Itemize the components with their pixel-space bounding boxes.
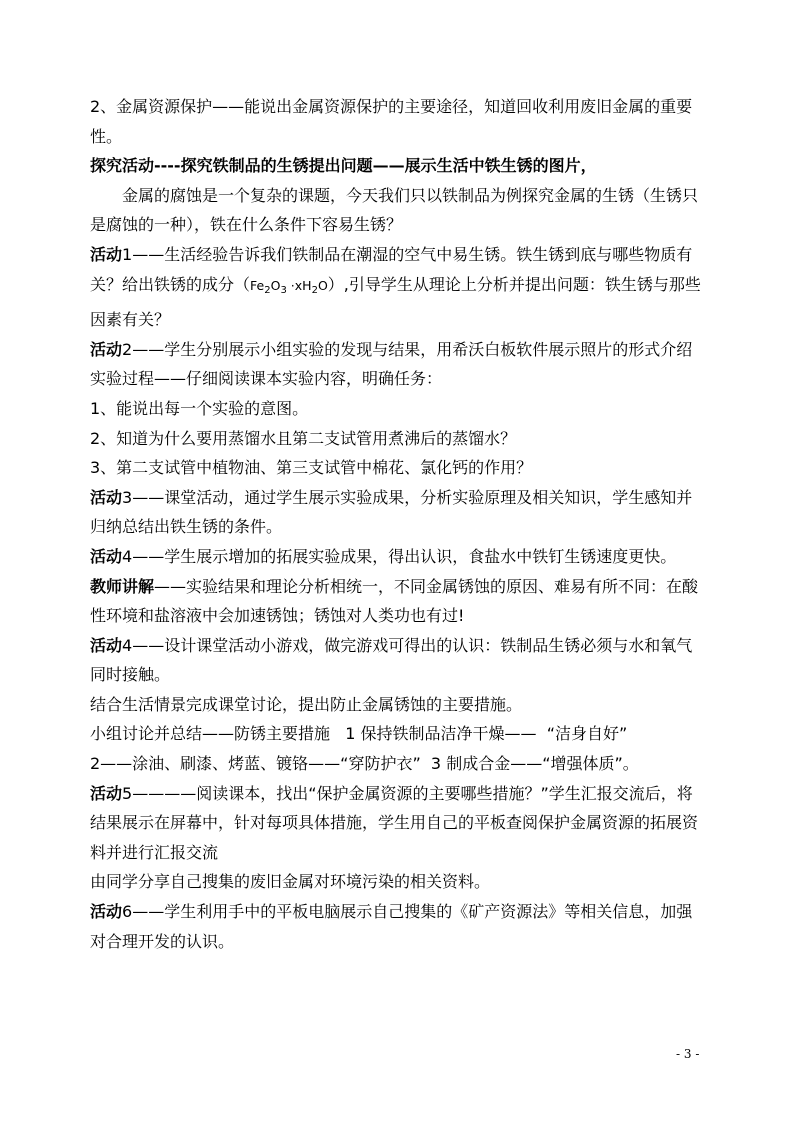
formula-part: ·xH xyxy=(286,277,312,293)
activity-2-text: 2——学生分别展示小组实验的发现与结果，用希沃白板软件展示照片的形式介绍实验过程——仔细阅读课本实验内容，明确任务： xyxy=(90,339,693,389)
label-activity: 活动 xyxy=(90,339,123,359)
formula-part: O xyxy=(270,277,281,293)
paragraph-activity-6 xyxy=(90,897,705,956)
paragraph-discussion: 结合生活情景完成课堂讨论，提出防止金属锈蚀的主要措施。 xyxy=(90,694,523,714)
paragraph-activity-3 xyxy=(90,483,705,542)
teacher-explanation-text: ——实验结果和理论分析相统一，不同金属锈蚀的原因、难易有所不同：在酸性环境和盐溶液中会加速锈蚀；锈蚀对人类功也有过! xyxy=(90,576,699,626)
formula-sub: 2 xyxy=(264,284,271,296)
activity-4b-text: 4——设计课堂活动小游戏，做完游戏可得出的认识：铁制品生锈必须与水和氧气同时接触。 xyxy=(90,635,693,685)
paragraph-activity-4b xyxy=(90,631,705,690)
page-number: - 3 - xyxy=(676,1047,700,1061)
activity-6-text: 6——学生利用手中的平板电脑展示自己搜集的《矿产资源法》等相关信息，加强对合理开发的认识。 xyxy=(90,902,693,951)
paragraph-intro: 金属的腐蚀是一个复杂的课题，今天我们只以铁制品为例探究金属的生锈（生锈只是腐蚀的一种），铁在什么条件下容易生锈？ xyxy=(90,185,699,235)
paragraph-activity-5 xyxy=(90,779,705,868)
paragraph-inquiry-heading xyxy=(90,151,705,181)
label-activity: 活动 xyxy=(90,487,123,507)
paragraph-resource-protection: 2、金属资源保护——能说出金属资源保护的主要途径，知道回收利用废旧金属的重要性。 xyxy=(90,97,693,146)
paragraph-activity-2 xyxy=(90,335,705,394)
activity-1-text-after: ）,引导学生从理论上分析并提出问题：铁生锈与那些因素有关？ xyxy=(90,274,701,330)
activity-4a-text: 4——学生展示增加的拓展实验成果，得出认识，食盐水中铁钉生锈速度更快。 xyxy=(122,546,677,566)
document-body xyxy=(90,92,705,956)
paragraph-group-summary: 小组讨论并总结——防锈主要措施 1 保持铁制品洁净干燥—— “洁身自好” xyxy=(90,724,628,744)
label-activity: 活动 xyxy=(90,902,123,922)
label-teacher-explanation: 教师讲解 xyxy=(90,576,155,596)
label-activity: 活动 xyxy=(90,635,123,655)
label-activity: 活动 xyxy=(90,783,123,803)
paragraph-measures: 2——涂油、刷漆、烤蓝、镀铬——“穿防护衣” 3 制成合金——“增强体质”。 xyxy=(90,754,639,774)
label-activity: 活动 xyxy=(90,546,123,566)
heading-inquiry: 探究活动----探究铁制品的生锈提出问题——展示生活中铁生锈的图片， xyxy=(90,156,597,176)
formula-sub: 3 xyxy=(280,284,287,296)
paragraph-share: 由同学分享自己搜集的废旧金属对环境污染的相关资料。 xyxy=(90,872,491,892)
task-item-2: 2、知道为什么要用蒸馏水且第二支试管用煮沸后的蒸馏水？ xyxy=(90,428,517,448)
paragraph-activity-1 xyxy=(90,240,705,335)
label-activity: 活动 xyxy=(90,244,123,264)
task-item-1: 1、能说出每一个实验的意图。 xyxy=(90,398,309,418)
rust-formula xyxy=(250,277,328,296)
paragraph-teacher-explanation xyxy=(90,572,705,631)
activity-3-text: 3——课堂活动，通过学生展示实验成果，分析实验原理及相关知识，学生感知并归纳总结出铁生锈的条件。 xyxy=(90,487,693,537)
activity-1-text: 1——生活经验告诉我们铁制品在潮湿的空气中易生锈。铁生锈到底与哪些物质有关？给出铁锈的成分（ xyxy=(90,244,693,294)
paragraph-activity-4a xyxy=(90,542,705,572)
formula-sub: 2 xyxy=(311,284,318,296)
task-item-3: 3、第二支试管中植物油、第三支试管中棉花、氯化钙的作用？ xyxy=(90,458,533,478)
activity-5-text: 5————阅读课本，找出“保护金属资源的主要哪些措施？”学生汇报交流后，将结果展示在屏幕中，针对每项具体措施，学生用自己的平板查阅保护金属资源的拓展资料并进行汇报交流 xyxy=(90,783,699,862)
formula-part: O xyxy=(317,277,328,293)
formula-part: Fe xyxy=(250,277,265,293)
